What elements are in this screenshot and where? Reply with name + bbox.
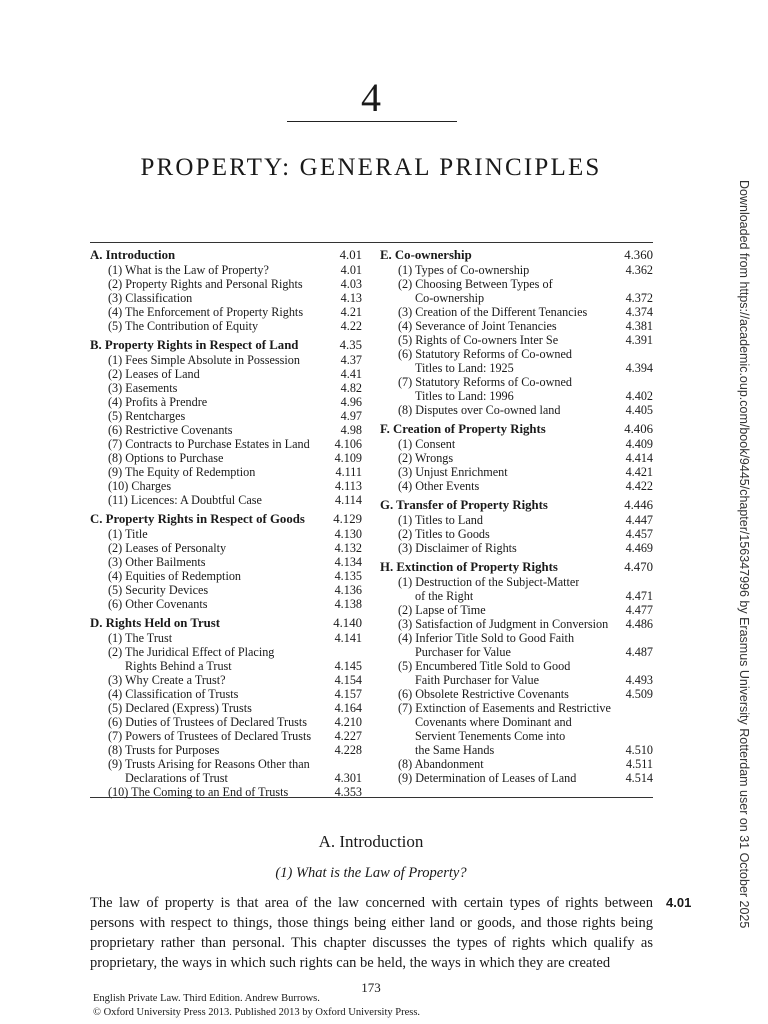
toc-entry-number: 4.372 (625, 291, 653, 305)
toc-entry-number: 4.362 (625, 263, 653, 277)
toc-entry[interactable] (90, 437, 362, 451)
toc-entry-number (356, 757, 362, 771)
toc-entry[interactable] (90, 687, 362, 701)
toc-entry[interactable] (90, 465, 362, 479)
toc-entry-number: 4.114 (335, 493, 362, 507)
toc-entry-number (647, 631, 653, 645)
toc-entry-title: (1) Destruction of the Subject-Matter (398, 575, 580, 589)
toc-entry-title: (5) Rentcharges (108, 409, 186, 423)
toc-entry-number: 4.228 (334, 743, 362, 757)
chapter-number: 4 (361, 75, 381, 120)
toc-entry-title: (7) Statutory Reforms of Co-owned (398, 375, 572, 389)
toc-entry-title: (10) The Coming to an End of Trusts (108, 785, 289, 799)
toc-entry-title: B. Property Rights in Respect of Land (90, 338, 299, 352)
toc-entry[interactable] (380, 617, 653, 631)
toc-section-entry[interactable] (380, 248, 653, 263)
toc-entry-number: 4.145 (334, 659, 362, 673)
toc-entry-number: 4.97 (340, 409, 362, 423)
toc-entry-number: 4.164 (334, 701, 362, 715)
toc-entry-number: 4.109 (334, 451, 362, 465)
toc-entry-number: 4.13 (340, 291, 362, 305)
toc-entry-title: (5) Declared (Express) Trusts (108, 701, 252, 715)
toc-entry-title: (3) Disclaimer of Rights (398, 541, 517, 555)
toc-entry-number: 4.96 (340, 395, 362, 409)
toc-entry-number: 4.157 (334, 687, 362, 701)
toc-entry-title: (3) Satisfaction of Judgment in Conversion (398, 617, 609, 631)
toc-entry-title: Faith Purchaser for Value (415, 673, 539, 687)
toc-entry-number: 4.134 (334, 555, 362, 569)
toc-entry-title: (3) Easements (108, 381, 178, 395)
toc-entry-number: 4.01 (340, 263, 362, 277)
footer (93, 992, 420, 1020)
toc-entry-number: 4.487 (625, 645, 653, 659)
toc-entry[interactable] (90, 701, 362, 715)
toc-entry-number: 4.374 (625, 305, 653, 319)
toc-entry[interactable] (380, 277, 653, 291)
toc-entry-title: (7) Powers of Trustees of Declared Trusts (108, 729, 312, 743)
toc-entry-title: (3) Creation of the Different Tenancies (398, 305, 588, 319)
toc-entry-number: 4.510 (625, 743, 653, 757)
toc-bottom-rule (90, 797, 653, 798)
toc-entry[interactable] (90, 277, 362, 291)
toc-entry-title: (3) Other Bailments (108, 555, 206, 569)
page-number: 173 (361, 980, 381, 995)
toc-entry[interactable] (380, 603, 653, 617)
toc-entry-number: 4.113 (335, 479, 362, 493)
toc-entry-number: 4.41 (340, 367, 362, 381)
toc-entry-number (647, 575, 653, 589)
toc-section-entry[interactable] (90, 616, 362, 631)
toc-entry[interactable] (90, 395, 362, 409)
toc-entry-title: the Same Hands (415, 743, 495, 757)
toc-entry-title: (4) Equities of Redemption (108, 569, 242, 583)
toc-entry-number: 4.421 (625, 465, 653, 479)
toc-entry[interactable] (90, 479, 362, 493)
toc-entry-title: C. Property Rights in Respect of Goods (90, 512, 305, 526)
toc-entry-title: (1) Consent (398, 437, 456, 451)
footer-copyright: © Oxford University Press 2013. Published 2013 by Oxford University Press. (93, 1007, 421, 1018)
toc-entry-title: (2) Leases of Personalty (108, 541, 227, 555)
toc-entry[interactable] (380, 645, 653, 659)
toc-entry-number: 4.381 (625, 319, 653, 333)
toc-entry[interactable] (90, 715, 362, 729)
toc-entry-title: (4) Classification of Trusts (108, 687, 239, 701)
toc-entry-number: 4.03 (340, 277, 362, 291)
toc-entry-title: (1) Fees Simple Absolute in Possession (108, 353, 300, 367)
toc-entry-title: (5) Rights of Co-owners Inter Se (398, 333, 559, 347)
toc-entry-number: 4.22 (340, 319, 362, 333)
chapter-title: PROPERTY: GENERAL PRINCIPLES (140, 154, 602, 181)
toc-entry-number: 4.470 (624, 560, 653, 574)
toc-entry-number: 4.486 (625, 617, 653, 631)
toc-entry-number: 4.140 (333, 616, 362, 630)
toc-section-entry[interactable] (90, 248, 362, 263)
toc-entry[interactable] (90, 353, 362, 367)
toc-entry-title: G. Transfer of Property Rights (380, 498, 548, 512)
toc-entry-title: (1) The Trust (108, 631, 173, 645)
toc-entry[interactable] (380, 771, 653, 785)
toc-entry[interactable] (380, 743, 653, 757)
toc-entry[interactable] (380, 757, 653, 771)
toc-entry[interactable] (90, 451, 362, 465)
toc-entry-title: Titles to Land: 1925 (415, 361, 514, 375)
toc-entry-number: 4.135 (334, 569, 362, 583)
toc-entry-title: (8) Trusts for Purposes (108, 743, 220, 757)
toc-entry-number (356, 645, 362, 659)
toc-entry-title: of the Right (415, 589, 474, 603)
toc-entry-number: 4.511 (626, 757, 653, 771)
toc-entry-number: 4.37 (340, 353, 362, 367)
toc-entry[interactable] (90, 319, 362, 333)
toc-entry-number: 4.493 (625, 673, 653, 687)
toc-entry-title: (9) Determination of Leases of Land (398, 771, 577, 785)
toc-entry[interactable] (380, 305, 653, 319)
toc-entry[interactable] (90, 743, 362, 757)
toc-entry[interactable] (90, 541, 362, 555)
toc-entry-number: 4.457 (625, 527, 653, 541)
toc-entry[interactable] (380, 589, 653, 603)
toc-entry-number: 4.132 (334, 541, 362, 555)
toc-entry-number: 4.471 (625, 589, 653, 603)
toc-entry-title: (8) Abandonment (398, 757, 484, 771)
toc-entry-number: 4.129 (333, 512, 362, 526)
toc-top-rule (90, 242, 653, 243)
toc-entry-title: (6) Duties of Trustees of Declared Trusts (108, 715, 308, 729)
toc-entry-number: 4.394 (625, 361, 653, 375)
toc-entry-title: (5) Security Devices (108, 583, 209, 597)
toc-entry[interactable] (90, 555, 362, 569)
toc-entry-number: 4.422 (625, 479, 653, 493)
toc-entry-title: (4) Other Events (398, 479, 480, 493)
toc-entry[interactable] (380, 291, 653, 305)
toc-entry-title: (3) Classification (108, 291, 193, 305)
toc-entry-number: 4.01 (339, 248, 362, 262)
toc-entry[interactable] (380, 403, 653, 417)
toc-entry[interactable] (380, 389, 653, 403)
subsection-heading: (1) What is the Law of Property? (275, 865, 467, 881)
toc-entry[interactable] (380, 527, 653, 541)
toc-entry[interactable] (90, 263, 362, 277)
toc-entry-number: 4.106 (334, 437, 362, 451)
toc-entry-title: A. Introduction (90, 248, 176, 262)
toc-entry-title: (6) Other Covenants (108, 597, 208, 611)
toc-entry-number: 4.409 (625, 437, 653, 451)
toc-entry[interactable] (90, 659, 362, 673)
toc-entry-title: (2) Titles to Goods (398, 527, 490, 541)
toc-entry-number: 4.35 (339, 338, 362, 352)
toc-entry[interactable] (380, 701, 653, 715)
toc-entry-title: H. Extinction of Property Rights (380, 560, 558, 574)
toc-entry-title: (3) Why Create a Trust? (108, 673, 226, 687)
toc-entry[interactable] (380, 263, 653, 277)
toc-entry-title: (11) Licences: A Doubtful Case (108, 493, 262, 507)
toc-entry-number: 4.136 (334, 583, 362, 597)
toc-section-entry[interactable] (90, 338, 362, 353)
toc-entry-number (647, 347, 653, 361)
toc-entry-title: (7) Extinction of Easements and Restrictive (398, 701, 611, 715)
toc-entry[interactable] (380, 465, 653, 479)
toc-entry-title: (8) Disputes over Co-owned land (398, 403, 561, 417)
toc-entry[interactable] (380, 437, 653, 451)
toc-entry[interactable] (90, 527, 362, 541)
toc-entry-number (647, 729, 653, 743)
toc-entry-number: 4.141 (334, 631, 362, 645)
toc-entry-number: 4.402 (625, 389, 653, 403)
toc-entry-title: (8) Options to Purchase (108, 451, 224, 465)
toc-entry-title: (2) Property Rights and Personal Rights (108, 277, 303, 291)
toc-entry-title: Declarations of Trust (125, 771, 228, 785)
toc-section-entry[interactable] (380, 422, 653, 437)
toc-entry-number: 4.446 (624, 498, 653, 512)
footer-book-info: English Private Law. Third Edition. Andrew Burrows. (93, 993, 320, 1004)
toc-section-entry[interactable] (380, 560, 653, 575)
toc-entry-title: E. Co-ownership (380, 248, 472, 262)
toc-entry-number (647, 375, 653, 389)
toc-entry[interactable] (90, 367, 362, 381)
toc-entry[interactable] (90, 569, 362, 583)
toc-entry-title: (6) Obsolete Restrictive Covenants (398, 687, 569, 701)
toc-entry-title: (5) The Contribution of Equity (108, 319, 259, 333)
toc-entry-number: 4.138 (334, 597, 362, 611)
toc-entry-title: Titles to Land: 1996 (415, 389, 514, 403)
toc-entry[interactable] (90, 631, 362, 645)
toc-entry-number: 4.360 (624, 248, 653, 262)
toc-entry-number: 4.210 (334, 715, 362, 729)
toc-entry-title: (2) The Juridical Effect of Placing (108, 645, 275, 659)
toc-entry[interactable] (380, 673, 653, 687)
toc-entry[interactable] (90, 493, 362, 507)
toc-entry-number: 4.405 (625, 403, 653, 417)
toc-entry-title: (5) Encumbered Title Sold to Good (398, 659, 571, 673)
toc-entry-number: 4.447 (625, 513, 653, 527)
toc-entry-title: Co-ownership (415, 291, 485, 305)
toc-right-column (380, 248, 653, 785)
paragraph-number: 4.01 (666, 895, 692, 910)
toc-entry[interactable] (380, 659, 653, 673)
toc-entry-title: (3) Unjust Enrichment (398, 465, 508, 479)
toc-left-column (90, 248, 362, 799)
toc-entry-title: (10) Charges (108, 479, 172, 493)
toc-entry[interactable] (380, 715, 653, 729)
toc-entry-title: (2) Lapse of Time (398, 603, 486, 617)
toc-entry-title: (4) Severance of Joint Tenancies (398, 319, 557, 333)
toc-entry[interactable] (90, 423, 362, 437)
toc-entry-title: (6) Statutory Reforms of Co-owned (398, 347, 572, 361)
toc-entry-title: Covenants where Dominant and (415, 715, 572, 729)
toc-entry-title: (9) Trusts Arising for Reasons Other than (108, 757, 310, 771)
toc-entry[interactable] (380, 451, 653, 465)
toc-entry-title: (9) The Equity of Redemption (108, 465, 256, 479)
toc-entry-title: (4) The Enforcement of Property Rights (108, 305, 304, 319)
toc-entry-number: 4.130 (334, 527, 362, 541)
toc-entry-number: 4.227 (334, 729, 362, 743)
toc-entry-number: 4.82 (340, 381, 362, 395)
toc-entry-title: (2) Choosing Between Types of (398, 277, 553, 291)
toc-entry-title: (1) Title (108, 527, 148, 541)
toc-entry[interactable] (90, 645, 362, 659)
toc-entry-title: Purchaser for Value (415, 645, 511, 659)
toc-section-entry[interactable] (380, 498, 653, 513)
toc-entry[interactable] (380, 541, 653, 555)
download-watermark: Downloaded from https://academic.oup.com/book/9445/chapter/156347996 by Erasmus University Rotterdam user on 31 October 2025 (737, 180, 751, 929)
toc-entry-number: 4.514 (625, 771, 653, 785)
chapter-rule (287, 121, 457, 122)
toc-entry-number: 4.21 (340, 305, 362, 319)
toc-entry-number: 4.477 (625, 603, 653, 617)
toc-entry-number: 4.469 (625, 541, 653, 555)
toc-entry[interactable] (380, 687, 653, 701)
toc-entry[interactable] (380, 347, 653, 361)
toc-entry-title: (6) Restrictive Covenants (108, 423, 233, 437)
toc-entry[interactable] (380, 729, 653, 743)
toc-entry-number: 4.391 (625, 333, 653, 347)
toc-entry-title: (1) Titles to Land (398, 513, 483, 527)
toc-entry-title: (4) Profits à Prendre (108, 395, 208, 409)
toc-entry-number: 4.111 (335, 465, 362, 479)
toc-entry-number (647, 715, 653, 729)
toc-entry-title: Servient Tenements Come into (415, 729, 566, 743)
toc-entry-title: (2) Leases of Land (108, 367, 200, 381)
toc-entry-title: (2) Wrongs (398, 451, 454, 465)
toc-entry[interactable] (90, 305, 362, 319)
toc-entry-title: F. Creation of Property Rights (380, 422, 546, 436)
toc-entry[interactable] (380, 631, 653, 645)
toc-entry-number: 4.301 (334, 771, 362, 785)
toc-entry[interactable] (380, 333, 653, 347)
toc-entry-number (647, 701, 653, 715)
toc-entry[interactable] (90, 597, 362, 611)
toc-entry[interactable] (90, 291, 362, 305)
toc-entry[interactable] (90, 729, 362, 743)
toc-entry-title: (4) Inferior Title Sold to Good Faith (398, 631, 575, 645)
section-heading: A. Introduction (318, 832, 424, 851)
toc-entry-title: (1) What is the Law of Property? (108, 263, 269, 277)
toc-entry-number: 4.509 (625, 687, 653, 701)
toc-entry-number: 4.154 (334, 673, 362, 687)
toc-entry[interactable] (90, 771, 362, 785)
toc-entry[interactable] (90, 757, 362, 771)
toc-entry[interactable] (380, 479, 653, 493)
toc-entry[interactable] (90, 583, 362, 597)
toc-entry-title: Rights Behind a Trust (125, 659, 232, 673)
toc-entry-number: 4.406 (624, 422, 653, 436)
toc-entry[interactable] (380, 375, 653, 389)
toc-entry[interactable] (90, 409, 362, 423)
toc-entry[interactable] (380, 361, 653, 375)
paragraph-text: The law of property is that area of the law concerned with certain types of rights between persons with respect to things, those things being either land or goods, and those rights being proprietary rather than personal. This chapter discusses the types of rights which qualify as proprietary, the ways in which such rights can be held, the ways in which they are created (90, 895, 653, 971)
toc-entry-title: (1) Types of Co-ownership (398, 263, 530, 277)
toc-entry[interactable] (380, 319, 653, 333)
toc-entry-number: 4.98 (340, 423, 362, 437)
toc-entry[interactable] (90, 673, 362, 687)
toc-entry-number (647, 659, 653, 673)
toc-section-entry[interactable] (90, 512, 362, 527)
toc-entry-number: 4.414 (625, 451, 653, 465)
toc-entry[interactable] (380, 513, 653, 527)
toc-entry-title: (7) Contracts to Purchase Estates in Land (108, 437, 310, 451)
toc-entry[interactable] (380, 575, 653, 589)
toc-entry[interactable] (90, 381, 362, 395)
toc-entry-number (647, 277, 653, 291)
toc-entry-title: D. Rights Held on Trust (90, 616, 221, 630)
toc-entry-number: 4.353 (334, 785, 362, 799)
